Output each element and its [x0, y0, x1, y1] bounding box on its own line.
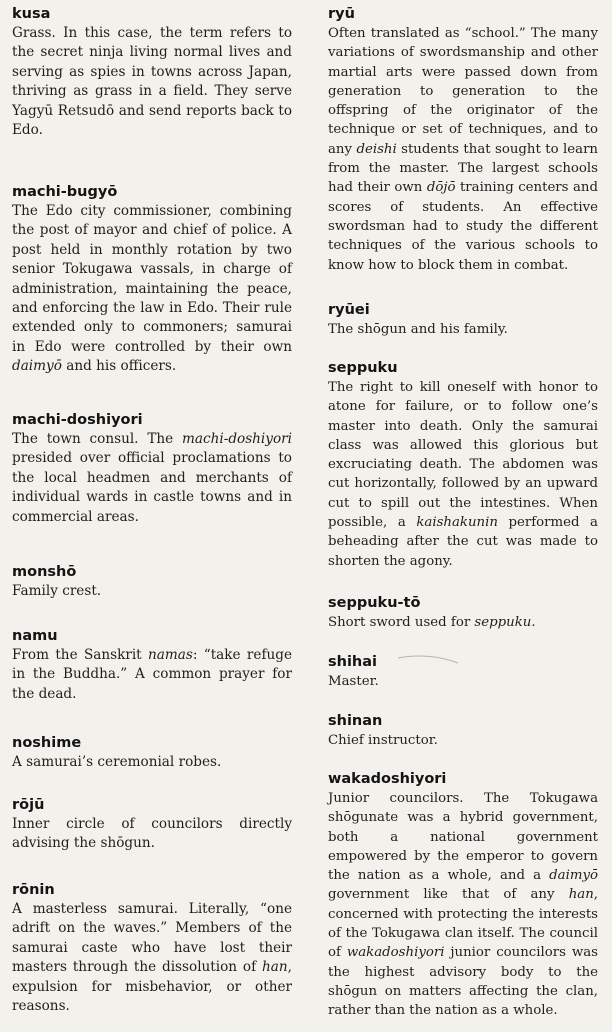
definition-text: performed a beheading after the cut was made to shorten the agony.: [328, 515, 598, 569]
definition-text: The shōgun and his family.: [328, 322, 508, 337]
glossary-term: machi-bugyō: [12, 184, 118, 200]
definition-text: presided over official proclamations to the local headmen and merchants of individual wards in castle towns and in commercial areas.: [12, 450, 292, 525]
italic-term: deishi: [356, 141, 397, 157]
definition-text: students that sought to learn from the master. The largest schools had their own: [328, 141, 598, 196]
definition-text: : “take refuge in the Buddha.” A common prayer for the dead.: [12, 647, 292, 702]
glossary-term: ryū: [328, 6, 355, 22]
glossary-term: shihai: [328, 654, 378, 670]
definition-text: , concerned with protecting the interests of the Tokugawa clan itself. The council of: [328, 887, 598, 961]
definition-text: Master.: [328, 674, 379, 689]
glossary-term: rōnin: [12, 882, 55, 898]
glossary-term: monshō: [12, 564, 77, 580]
definition-text: , expulsion for misbehavior, or other reasons.: [12, 959, 292, 1015]
glossary-term: seppuku: [328, 360, 398, 376]
italic-term: dōjō: [426, 180, 456, 196]
italic-term: namas: [148, 647, 193, 663]
definition-text: Grass. In this case, the term refers to the secret ninja living normal lives and serving as spies in towns across Japan, thriving as grass in a field. They serve Yagyū Retsudō and send reports back to Edo.: [12, 25, 292, 139]
definition-text: The town consul. The: [12, 431, 183, 447]
italic-term: kaishakunin: [416, 515, 498, 531]
italic-term: daimyō: [12, 358, 62, 375]
italic-term: machi-doshiyori: [182, 431, 292, 447]
definition-text: A samurai’s ceremonial robes.: [12, 754, 222, 770]
definition-text: .: [531, 615, 536, 630]
definition-text: Inner circle of councilors directly advising the shōgun.: [12, 816, 292, 852]
glossary-term: wakadoshiyori: [328, 771, 447, 787]
definition-text: From the Sanskrit: [12, 647, 148, 663]
definition-text: The right to kill oneself with honor to atone for failure, or to follow one’s master into death. Only the samurai class was allowed this glorious but excruciating death. The abdomen was cut horizontally, followed by an upward cut to spill out the intestines. When possible, a: [328, 380, 598, 531]
definition-text: junior councilors was the highest advisory body to the shōgun on matters affecting the clan, rather than the nation as a whole.: [328, 945, 598, 1019]
definition-text: training centers and scores of students. An effective swordsman had to study the different techniques of the various schools to know how to block them in combat.: [328, 180, 598, 273]
definition-text: Family crest.: [12, 583, 102, 599]
italic-term: daimyō: [549, 868, 598, 884]
glossary-term: seppuku-tō: [328, 595, 421, 611]
italic-term: seppuku: [474, 615, 532, 630]
italic-term: han: [262, 959, 288, 976]
glossary-term: kusa: [12, 6, 51, 22]
definition-text: and his officers.: [61, 358, 177, 375]
definition-text: government like that of any: [328, 887, 569, 903]
italic-term: wakadoshiyori: [346, 945, 445, 961]
italic-term: han: [568, 887, 594, 903]
glossary-term: namu: [12, 628, 58, 644]
definition-text: A masterless samurai. Literally, “one adrift on the waves.” Members of the samurai caste who have lost their masters through the dissolution of: [12, 901, 292, 976]
definition-text: Junior councilors. The Tokugawa shōgunate was a hybrid government, both a national government empowered by the emperor to govern the nation as a whole, and a: [328, 791, 598, 884]
glossary-term: noshime: [12, 735, 82, 751]
glossary-term: rōjū: [12, 797, 45, 813]
definition-text: Often translated as “school.” The many variations of swordsmanship and other martial arts were passed down from generation to generation to the offspring of the originator of the technique or set of techniques, and to any: [328, 26, 598, 157]
definition-text: Chief instructor.: [328, 733, 438, 748]
definition-text: The Edo city commissioner, combining the post of mayor and chief of police. A post held in monthly rotation by two senior Tokugawa vassals, in charge of administration, maintaining the peace, and enforcing the law in Edo. Their rule extended only to commoners; samurai in Edo were controlled by their own: [12, 203, 292, 355]
glossary-term: shinan: [328, 713, 383, 729]
glossary-term: machi-doshiyori: [12, 412, 143, 428]
definition-text: Short sword used for: [328, 615, 475, 630]
glossary-term: ryūei: [328, 302, 370, 318]
